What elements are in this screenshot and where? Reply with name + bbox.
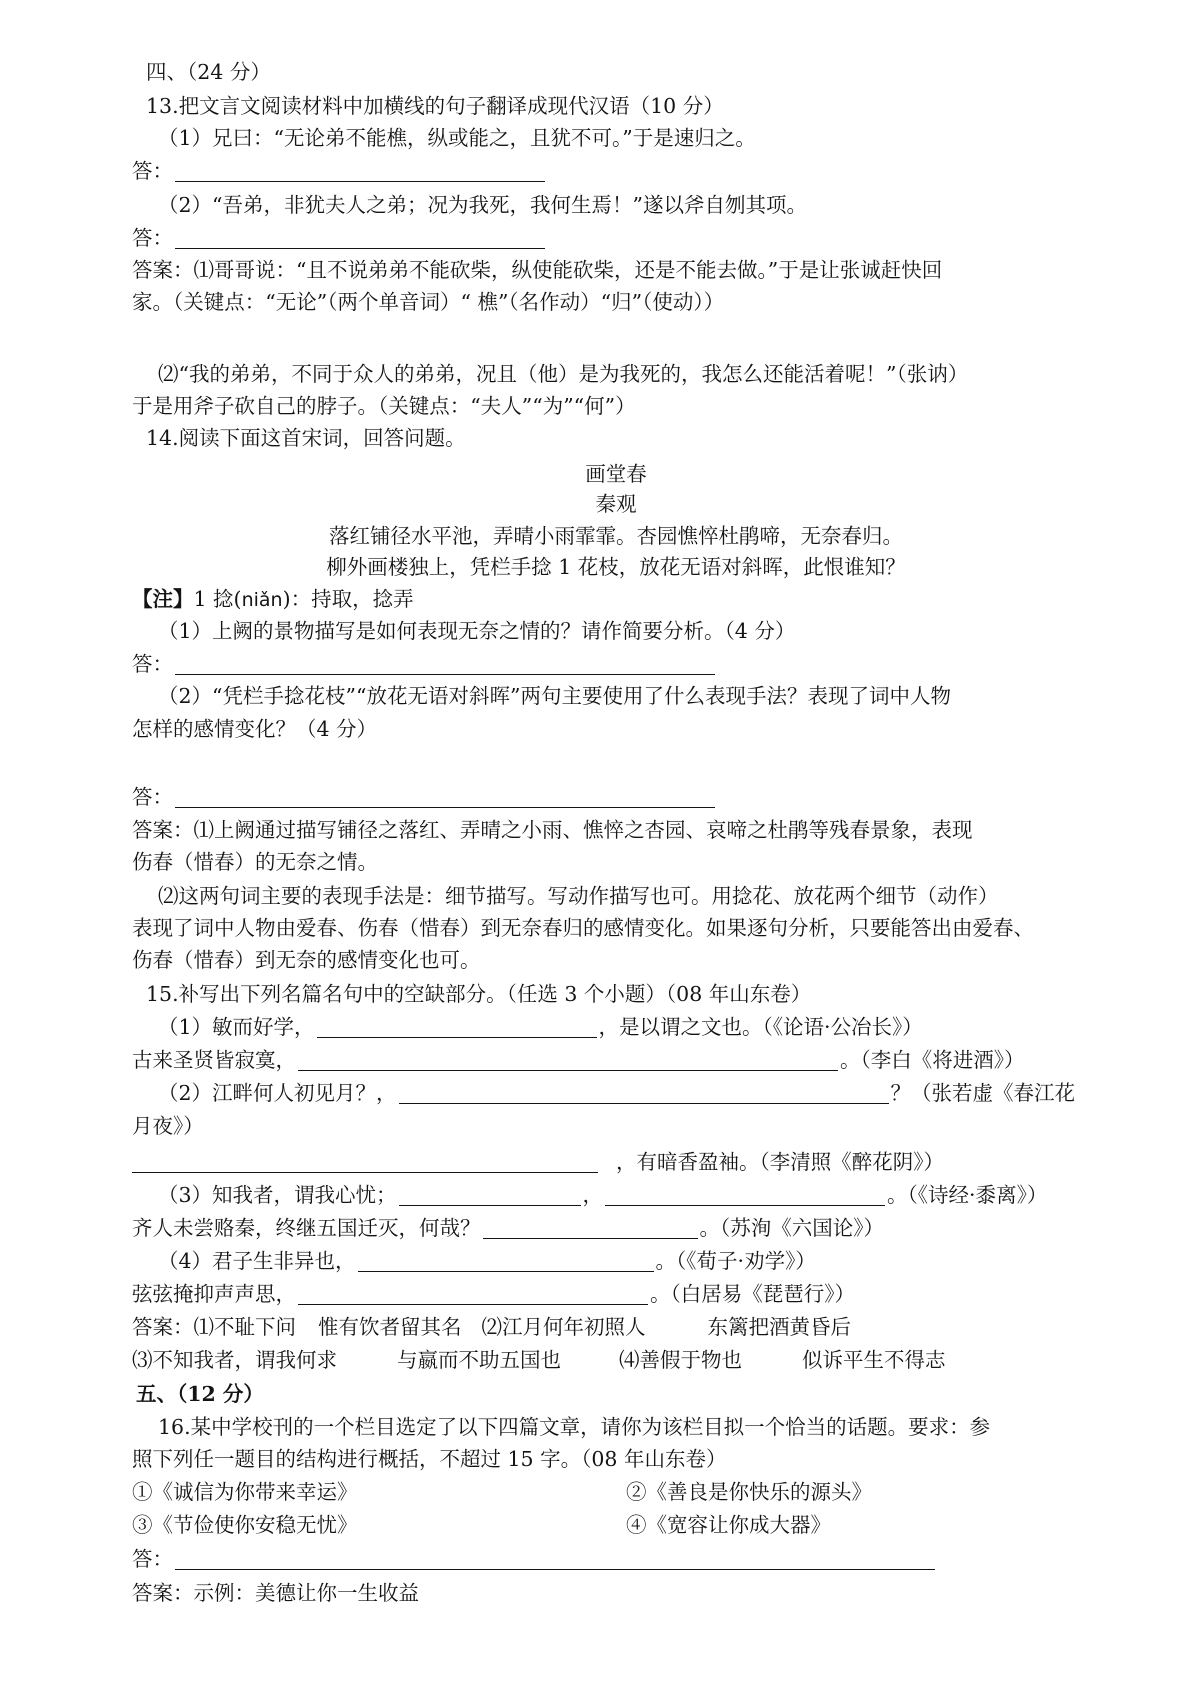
q13-answer-1a: 答案：⑴哥哥说：“且不说弟弟不能砍柴，纵使能砍柴，还是不能去做。”于是让张诚赶快回 (132, 258, 943, 282)
fill-blank[interactable] (298, 1048, 838, 1071)
q16-option-2: ②《善良是你快乐的源头》 (626, 1480, 872, 1504)
poem-line-2: 柳外画楼独上，凭栏手捻 1 花枝，放花无语对斜晖，此恨谁知？ (326, 555, 906, 579)
q15-text: （2）江畔何人初见月？， (158, 1081, 397, 1105)
section-four-header: 四、（24 分） (146, 60, 271, 84)
q13-sentence-2: （2）“吾弟，非犹夫人之弟；况为我死，我何生焉！”遂以斧自刎其项。 (158, 193, 808, 217)
q15-text: （3）知我者，谓我心忧； (158, 1183, 397, 1207)
q15-item-1a (158, 1011, 1138, 1043)
answer-item: 东篱把酒黄昏后 (707, 1315, 851, 1339)
q14-sub-2a: （2）“凭栏手捻花枝”“放花无语对斜晖”两句主要使用了什么表现手法？表现了词中人物 (158, 684, 951, 708)
q14-answer-1b: 伤春（惜春）的无奈之情。 (132, 850, 378, 874)
q16-answer-line (132, 1543, 1112, 1575)
fill-blank[interactable] (298, 1282, 648, 1305)
q14-answer-1a: 答案：⑴上阙通过描写铺径之落红、弄晴之小雨、憔悴之杏园、哀啼之杜鹃等残春景象，表现 (132, 818, 973, 842)
answer-label: 答： (132, 159, 173, 183)
q15-text: 。（《荀子·劝学》） (655, 1249, 816, 1273)
section-five-header: 五、（12 分） (136, 1382, 264, 1406)
answer-item: ⑵江月何年初照人 (481, 1315, 646, 1339)
q15-text: 。（李白《将进酒》） (840, 1048, 1025, 1072)
q14-sub-2b: 怎样的感情变化？（4 分） (132, 717, 378, 741)
answer-item: 惟有饮者留其名 (318, 1315, 462, 1339)
answer-item: 与嬴而不助五国也 (397, 1348, 561, 1372)
q15-item-3b (132, 1212, 1112, 1244)
fill-blank[interactable] (358, 1249, 654, 1272)
q15-answer-row-2 (132, 1344, 1112, 1376)
q16-answer: 答案：示例：美德让你一生收益 (132, 1581, 419, 1605)
poem-line-1: 落红铺径水平池，弄晴小雨霏霏。杏园憔悴杜鹃啼，无奈春归。 (329, 524, 903, 548)
poem-title: 画堂春 (585, 462, 647, 486)
q14-sub-1: （1）上阙的景物描写是如何表现无奈之情的？请作简要分析。（4 分） (158, 619, 796, 643)
q14-answer-line-2 (132, 781, 1112, 813)
q14-answer-line-1 (132, 648, 1112, 680)
answer-blank[interactable] (175, 1547, 935, 1570)
q16-option-1: ①《诚信为你带来幸运》 (132, 1480, 358, 1504)
q13-stem: 13.把文言文阅读材料中加横线的句子翻译成现代汉语（10 分） (146, 94, 724, 118)
answer-item: 似诉平生不得志 (802, 1348, 946, 1372)
q15-text: 。（白居易《琵琶行》） (650, 1282, 855, 1306)
poem-note (132, 583, 1112, 615)
q15-text: ，有暗香盈袖。（李清照《醉花阴》） (616, 1150, 944, 1174)
q15-text: 弦弦掩抑声声思， (132, 1282, 296, 1306)
q14-answer-2a: ⑵这两句词主要的表现手法是：细节描写。写动作描写也可。用捻花、放花两个细节（动作） (158, 884, 999, 908)
answer-blank[interactable] (175, 226, 545, 249)
q15-item-4a (158, 1245, 1138, 1277)
fill-blank[interactable] (399, 1183, 581, 1206)
q15-item-2a (158, 1077, 1138, 1109)
answer-label: 答： (132, 1547, 173, 1571)
q15-stem: 15.补写出下列名篇名句中的空缺部分。（任选 3 个小题）（08 年山东卷） (146, 982, 812, 1006)
q16-option-3: ③《节俭使你安稳无忧》 (132, 1513, 358, 1537)
answer-blank[interactable] (175, 159, 545, 182)
answer-item: ⑶不知我者，谓我何求 (132, 1348, 337, 1372)
q15-answer-row-1 (132, 1311, 1112, 1343)
q13-answer-1b: 家。（关键点：“无论”（两个单音词）“ 樵”（名作动）“归”（使动）） (132, 290, 725, 314)
q15-item-4b (132, 1278, 1112, 1310)
note-text-b: )：持取，捻弄 (282, 587, 414, 611)
q15-text: ，是以谓之文也。（《论语·公冶长》） (598, 1015, 923, 1039)
q16-stem-a: 16.某中学校刊的一个栏目选定了以下四篇文章，请你为该栏目拟一个恰当的话题。要求：参 (158, 1415, 991, 1439)
q15-item-1b (132, 1044, 1112, 1076)
q15-item-3a (158, 1179, 1138, 1211)
fill-blank[interactable] (483, 1216, 698, 1239)
q14-answer-2b: 表现了词中人物由爱春、伤春（惜春）到无奈春归的感情变化。如果逐句分析，只要能答出由爱春、 (132, 916, 1034, 940)
q16-stem-b: 照下列任一题目的结构进行概括，不超过 15 字。（08 年山东卷） (132, 1447, 727, 1471)
q15-text: 古来圣贤皆寂寞， (132, 1048, 296, 1072)
q13-answer-2b: 于是用斧子砍自己的脖子。（关键点：“夫人”“为”“何”） (132, 394, 636, 418)
q14-answer-2c: 伤春（惜春）到无奈的感情变化也可。 (132, 948, 481, 972)
answer-blank[interactable] (175, 652, 715, 675)
q15-text: （1）敏而好学， (158, 1015, 315, 1039)
q13-answer-2a: ⑵“我的弟弟，不同于众人的弟弟，况且（他）是为我死的，我怎么还能活着呢！”（张讷） (158, 362, 969, 386)
fill-blank[interactable] (132, 1150, 598, 1173)
q16-option-4: ④《宽容让你成大器》 (626, 1513, 831, 1537)
poem-author: 秦观 (595, 492, 637, 516)
q13-answer-line-2 (132, 222, 1112, 254)
q15-text: ？（张若虚《春江花 (890, 1081, 1076, 1105)
fill-blank[interactable] (605, 1183, 885, 1206)
q13-sentence-1: （1）兄曰：“无论弟不能樵，纵或能之，且犹不可。”于是速归之。 (158, 126, 756, 150)
q15-text: ， (582, 1183, 604, 1207)
q15-text: 。（《诗经·黍离》） (887, 1183, 1048, 1207)
q15-text: 齐人未尝赂秦，终继五国迁灭，何哉？ (132, 1216, 481, 1240)
note-text-a: 1 捻( (193, 587, 242, 611)
q15-text: （4）君子生非异也， (158, 1249, 356, 1273)
q13-answer-line-1 (132, 155, 1112, 187)
q15-item-2b (132, 1146, 1112, 1178)
note-tag: 【注】 (132, 587, 194, 611)
fill-blank[interactable] (399, 1081, 889, 1104)
q14-stem: 14.阅读下面这首宋词，回答问题。 (146, 426, 466, 450)
q15-text: 。（苏洵《六国论》） (699, 1216, 884, 1240)
answer-label: 答： (132, 652, 173, 676)
answer-item: 答案：⑴不耻下问 (132, 1315, 296, 1339)
fill-blank[interactable] (317, 1015, 597, 1038)
note-pinyin: niǎn (241, 589, 283, 611)
q15-item-2a-cont: 月夜》） (132, 1114, 204, 1138)
answer-label: 答： (132, 226, 173, 250)
answer-label: 答： (132, 785, 173, 809)
answer-item: ⑷善假于物也 (619, 1348, 742, 1372)
answer-blank[interactable] (175, 785, 715, 808)
